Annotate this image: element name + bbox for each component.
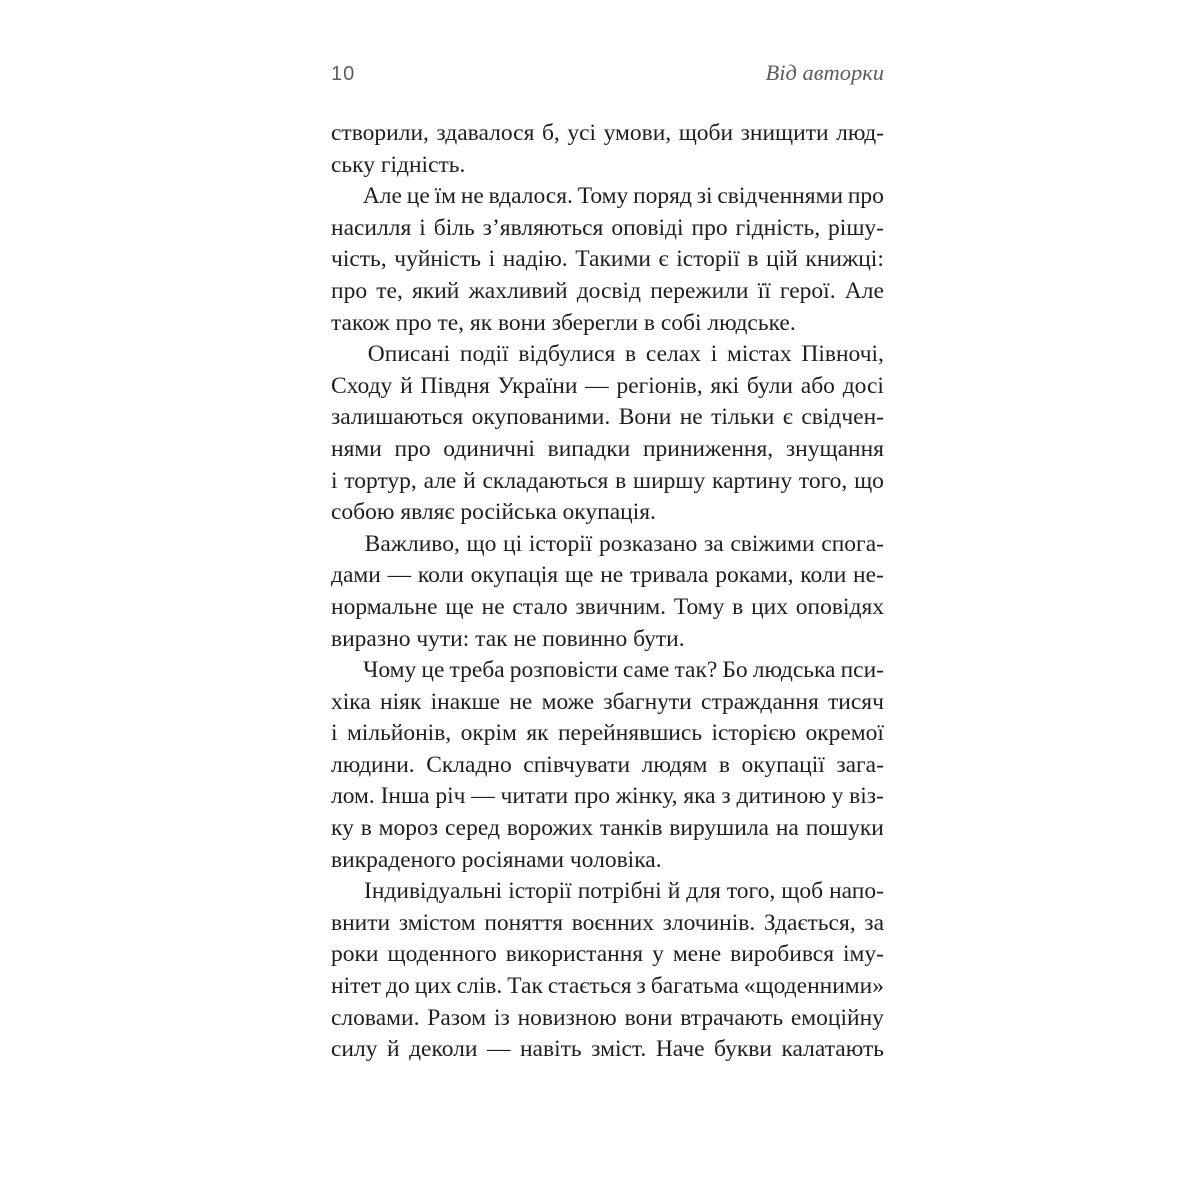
word: в — [625, 341, 637, 368]
paragraph — [331, 339, 884, 529]
word: насилля — [331, 214, 412, 241]
body-text — [331, 118, 884, 1066]
word: картину — [712, 467, 793, 494]
text-line — [331, 718, 884, 750]
word: коли — [800, 562, 847, 589]
text-line: також про те, як вони зберегли в собі людське. — [331, 309, 796, 336]
word: Сходу — [331, 372, 393, 399]
word: що — [466, 530, 497, 557]
word: цих — [414, 973, 452, 1000]
word: за — [864, 909, 884, 936]
word: жахливий — [468, 277, 568, 304]
text-line: собою являє російська окупація. — [331, 499, 656, 526]
word: в — [747, 246, 759, 273]
word: окупація — [470, 562, 559, 589]
word: із — [493, 1004, 510, 1031]
word: силу — [331, 1036, 378, 1063]
word: з — [721, 783, 731, 810]
word: здавалося — [436, 120, 535, 146]
word: не — [600, 562, 624, 589]
word: страждання — [701, 688, 819, 715]
word: мільйонів, — [346, 720, 452, 747]
word: змістом — [398, 909, 476, 936]
word: за — [703, 530, 724, 557]
word: складаються — [482, 467, 609, 494]
word: й — [667, 878, 681, 905]
paragraph-indent — [331, 655, 358, 687]
word: напо- — [829, 878, 884, 905]
word: не — [460, 183, 484, 210]
word: поряд — [633, 183, 692, 210]
word: перейнявшись — [557, 720, 703, 747]
word: свіжими — [730, 530, 815, 557]
word: лом. — [331, 783, 375, 810]
word: й — [400, 372, 413, 399]
word: — — [387, 562, 412, 589]
word: чість, — [331, 246, 387, 273]
word: щоби — [678, 120, 734, 146]
text-line — [331, 560, 884, 592]
word: жінку, — [615, 783, 678, 810]
word: окрім — [460, 720, 517, 747]
word: книжці: — [805, 246, 884, 273]
word: поняття — [484, 909, 564, 936]
word: не — [481, 593, 505, 620]
word: створили, — [331, 120, 429, 146]
word: яка — [683, 783, 716, 810]
word: Бо — [722, 657, 748, 684]
paragraph-indent — [331, 339, 358, 371]
word: на — [775, 815, 799, 842]
text-line — [331, 276, 884, 308]
word: іму- — [843, 941, 884, 968]
word: з’являються — [482, 214, 604, 241]
word: Важливо, — [364, 530, 460, 557]
word: про — [331, 277, 368, 304]
word: в — [732, 593, 744, 620]
word: Півночі, — [801, 341, 884, 368]
text-line — [331, 434, 884, 466]
word: використання — [505, 941, 644, 968]
word: букви — [714, 1036, 772, 1063]
word: тисяч — [828, 688, 884, 715]
word: окремої — [805, 720, 884, 747]
word: ніяк — [380, 688, 422, 715]
word: свідчен- — [801, 404, 884, 431]
text-line — [331, 908, 884, 940]
word: воєнних — [571, 909, 654, 936]
word: досі — [842, 372, 884, 399]
paragraph-indent — [331, 181, 358, 213]
word: — — [585, 372, 609, 399]
word: нітет — [331, 973, 382, 1000]
word: «щоденними» — [743, 973, 884, 1000]
word: нормальне — [331, 593, 438, 620]
paragraph-indent — [331, 876, 358, 908]
word: ворожих — [506, 815, 593, 842]
word: пси- — [840, 657, 884, 684]
word: того, — [798, 467, 848, 494]
word: нями — [331, 435, 382, 462]
word: ку — [331, 815, 354, 842]
word: для — [686, 878, 721, 905]
word: оповідях — [795, 593, 884, 620]
word: як — [526, 720, 549, 747]
text-line — [331, 181, 884, 213]
word: багатьма — [650, 973, 739, 1000]
word: які — [710, 372, 740, 399]
running-header — [331, 60, 884, 86]
word: мене — [672, 941, 722, 968]
paragraph — [331, 529, 884, 655]
word: Тому — [673, 593, 725, 620]
word: щоб — [781, 878, 824, 905]
word: не — [509, 688, 533, 715]
word: історії — [528, 530, 593, 557]
word: цих — [751, 593, 788, 620]
word: Індивідуальні — [364, 878, 503, 905]
word: ще — [445, 593, 474, 620]
word: історії — [676, 246, 740, 273]
word: Так — [507, 973, 543, 1000]
word: знущання — [785, 435, 884, 462]
word: одиничні — [443, 435, 535, 462]
word: збагнути — [603, 688, 692, 715]
word: Наче — [655, 1036, 705, 1063]
word: окупації — [741, 751, 825, 778]
word: читати — [500, 783, 569, 810]
word: злочинів. — [662, 909, 756, 936]
word: пошуки — [805, 815, 884, 842]
text-line — [331, 402, 884, 434]
word: людська — [752, 657, 836, 684]
word: тільки — [711, 404, 775, 431]
word: — — [486, 1036, 511, 1063]
text-line — [331, 466, 884, 498]
word: і — [419, 214, 426, 241]
word: віз- — [849, 783, 884, 810]
word: досвід — [576, 277, 642, 304]
word: тривала — [629, 562, 709, 589]
word: — — [471, 783, 495, 810]
word: історії — [508, 878, 572, 905]
text-line — [331, 213, 884, 245]
word: про — [573, 783, 611, 810]
word: Інша — [380, 783, 430, 810]
word: окупованими. — [471, 404, 611, 431]
word: дами — [331, 562, 381, 589]
word: але — [423, 467, 457, 494]
text-line — [331, 592, 884, 624]
word: мороз — [378, 815, 439, 842]
paragraph — [331, 876, 884, 1066]
word: людини. — [331, 751, 415, 778]
word: до — [386, 973, 410, 1000]
word: може — [541, 688, 595, 715]
word: слів. — [456, 973, 503, 1000]
text-line — [331, 529, 884, 561]
word: навіть — [519, 1036, 582, 1063]
word: відбулися — [518, 341, 616, 368]
word: б, — [541, 120, 560, 146]
word: Описані — [367, 341, 451, 368]
word: це — [406, 183, 430, 210]
word: пережили — [650, 277, 749, 304]
text-line: ську гідність. — [331, 151, 466, 178]
word: Вони — [618, 404, 672, 431]
text-line — [331, 1034, 884, 1066]
word: або — [800, 372, 835, 399]
word: стається — [547, 973, 632, 1000]
word: у — [652, 941, 664, 968]
word: про — [394, 435, 431, 462]
word: не — [679, 404, 703, 431]
word: те, — [376, 277, 403, 304]
word: України — [497, 372, 578, 399]
word: були — [746, 372, 794, 399]
word: так? — [674, 657, 718, 684]
word: Але — [362, 183, 402, 210]
word: роки — [331, 941, 379, 968]
word: Такими — [575, 246, 651, 273]
word: вирушила — [669, 815, 769, 842]
word: ще — [564, 562, 594, 589]
word: чуйність — [394, 246, 481, 273]
word: й — [463, 467, 476, 494]
word: герої. — [779, 277, 836, 304]
word: залишаються — [331, 404, 464, 431]
paragraph — [331, 181, 884, 339]
paragraph — [331, 655, 884, 876]
running-head-title: Від авторки — [765, 60, 884, 85]
word: словами. — [331, 1004, 420, 1031]
text-line — [331, 939, 884, 971]
word: стало — [512, 593, 568, 620]
word: в — [360, 815, 372, 842]
word: зміст. — [591, 1036, 647, 1063]
word: спога- — [821, 530, 884, 557]
word: роками, — [715, 562, 794, 589]
word: її — [757, 277, 771, 304]
word: звичним. — [575, 593, 667, 620]
word: ці — [503, 530, 523, 557]
word: Здається, — [763, 909, 856, 936]
word: коли — [417, 562, 464, 589]
word: людям — [641, 751, 708, 778]
word: історією — [711, 720, 797, 747]
word: саме — [622, 657, 670, 684]
word: регіонів, — [616, 372, 703, 399]
word: люд- — [836, 120, 884, 146]
text-line — [331, 339, 884, 371]
word: треба — [449, 657, 505, 684]
word: Але — [844, 277, 884, 304]
text-line — [331, 750, 884, 782]
text-line — [331, 118, 884, 150]
word: внити — [331, 909, 391, 936]
word: емоційну — [790, 1004, 884, 1031]
word: про — [847, 183, 884, 210]
word: біль — [433, 214, 475, 241]
text-line — [331, 813, 884, 845]
text-line — [331, 781, 884, 813]
paragraph — [331, 118, 884, 181]
word: приниження, — [642, 435, 774, 462]
word: зі — [696, 183, 713, 210]
word: калатають — [781, 1036, 884, 1063]
text-line — [331, 687, 884, 719]
word: їм — [434, 183, 456, 210]
text-line — [331, 244, 884, 276]
word: про — [691, 214, 728, 241]
word: серед — [444, 815, 500, 842]
word: не- — [853, 562, 884, 589]
word: в — [615, 467, 627, 494]
word: хіка — [331, 688, 371, 715]
word: умови, — [603, 120, 672, 146]
text-line — [331, 371, 884, 403]
word: й — [387, 1036, 400, 1063]
word: вдалося. — [488, 183, 573, 210]
word: вони — [624, 1004, 673, 1031]
text-line — [331, 876, 884, 908]
word: рішу- — [828, 214, 884, 241]
word: зага- — [836, 751, 884, 778]
word: розповісти — [509, 657, 618, 684]
text-line — [331, 971, 884, 1003]
word: у — [831, 783, 844, 810]
word: є — [782, 404, 793, 431]
word: містах — [727, 341, 792, 368]
word: Чому — [363, 657, 417, 684]
word: і — [710, 341, 718, 368]
word: розказано — [598, 530, 698, 557]
word: і — [331, 467, 338, 494]
word: новизною — [517, 1004, 617, 1031]
word: події — [459, 341, 509, 368]
word: селах — [645, 341, 701, 368]
word: Складно — [426, 751, 512, 778]
word: гідність, — [735, 214, 821, 241]
word: співчувати — [523, 751, 631, 778]
text-line: викраденого росіянами чоловіка. — [331, 846, 662, 873]
word: втрачають — [680, 1004, 784, 1031]
word: деколи — [409, 1036, 478, 1063]
word: усі — [567, 120, 597, 146]
word: цій — [766, 246, 798, 273]
word: річ — [435, 783, 466, 810]
text-line: виразно чути: так не повинно бути. — [331, 625, 685, 652]
word: є — [658, 246, 669, 273]
word: оповіді — [611, 214, 684, 241]
page-number: 10 — [331, 63, 356, 85]
word: ширшу — [632, 467, 706, 494]
word: танків — [599, 815, 663, 842]
text-line — [331, 1003, 884, 1035]
word: того, — [726, 878, 776, 905]
text-line — [331, 655, 884, 687]
word: і — [331, 720, 338, 747]
word: з — [636, 973, 646, 1000]
word: щоденного — [387, 941, 497, 968]
paragraph-indent — [331, 529, 358, 561]
word: Разом — [427, 1004, 487, 1031]
word: випадки — [547, 435, 631, 462]
word: знищити — [740, 120, 829, 146]
word: інакше — [430, 688, 501, 715]
word: дитиною — [736, 783, 826, 810]
word: це — [421, 657, 445, 684]
word: свідченнями — [717, 183, 844, 210]
word: потрібні — [577, 878, 662, 905]
word: надію. — [502, 246, 568, 273]
word: що — [854, 467, 884, 494]
word: в — [718, 751, 730, 778]
word: Півдня — [420, 372, 490, 399]
word: виробився — [730, 941, 835, 968]
word: Тому — [577, 183, 629, 210]
word: і — [488, 246, 496, 273]
word: тортур, — [344, 467, 417, 494]
word: який — [412, 277, 460, 304]
